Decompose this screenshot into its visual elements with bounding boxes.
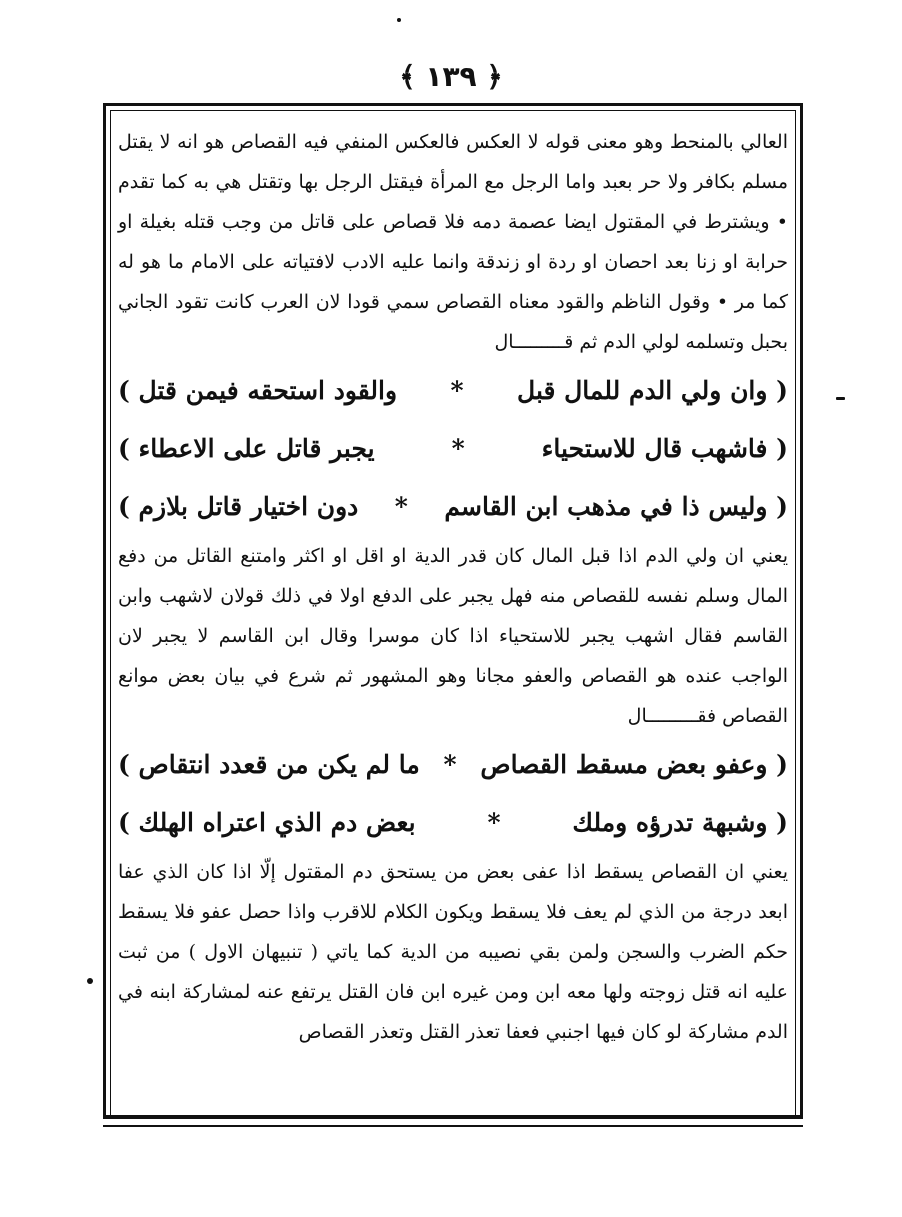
verse-2-separator: * xyxy=(451,434,465,463)
verse-2-second-hemistich: يجبر قاتل على الاعطاء ) xyxy=(118,434,375,463)
margin-dash-mark xyxy=(836,397,845,400)
verse-5-first-hemistich: ( وشبهة تدرؤه وملك xyxy=(572,808,788,837)
verse-line-1 xyxy=(118,362,788,420)
verse-1-second-hemistich: والقود استحقه فيمن قتل ) xyxy=(118,376,398,405)
ink-speck-mark xyxy=(397,18,401,22)
commentary-paragraph-1: العالي بالمنحط وهو معنى قوله لا العكس فالعكس المنفي فيه القصاص هو انه لا يقتل مسلم بكافر ولا حر بعبد واما الرجل مع المرأة فيقتل الرجل بها وتقتل هي به كما تقدم • ويشترط في المقتول ايضا عصمة دمه فلا قصاص على قاتل من وجب قتله بغيلة او حرابة او زنا بعد احصان او ردة او زندقة وانما عليه الادب لافتياته على الامام ما هو له كما مر • وقول الناظم والقود معناه القصاص سمي قودا لان العرب كانت تقود الجاني بحبل وتسلمه لولي الدم ثم قـــــــــال xyxy=(118,131,788,353)
margin-dot-mark xyxy=(87,978,93,984)
page-number: ﴿ ١٣٩ ﴾ xyxy=(399,60,503,93)
verse-4-second-hemistich: ما لم يكن من قعدد انتقاص ) xyxy=(118,750,420,779)
commentary-paragraph-2: يعني ان ولي الدم اذا قبل المال كان قدر الدية او اقل او اكثر وامتنع القاتل من دفع المال وسلم نفسه للقصاص منه فهل يجبر على الدفع اولا في ذلك قولان لاشهب وابن القاسم فقال اشهب يجبر للاستحياء اذا كان موسرا وقال ابن القاسم لا يجبر لان الواجب عنده هو القصاص والعفو مجانا وهو المشهور ثم شرع في بيان بعض موانع القصاص فقـــــــــال xyxy=(118,545,788,727)
verse-line-5 xyxy=(118,794,788,852)
verse-3-second-hemistich: دون اختيار قاتل بلازم ) xyxy=(118,492,359,521)
verse-line-2 xyxy=(118,420,788,478)
verse-4-separator: * xyxy=(443,750,457,779)
verse-5-separator: * xyxy=(487,808,501,837)
verse-2-first-hemistich: ( فاشهب قال للاستحياء xyxy=(541,434,788,463)
verse-1-separator: * xyxy=(450,376,464,405)
verse-5-second-hemistich: بعض دم الذي اعتراه الهلك ) xyxy=(118,808,416,837)
commentary-paragraph-3: يعني ان القصاص يسقط اذا عفى بعض من يستحق دم المقتول إلّا اذا كان الذي عفا ابعد درجة من الذي لم يعف فلا يسقط ويكون الكلام للاقرب واذا حصل عفو فلا يسقط حكم الضرب والسجن ولمن بقي نصيبه من الدية كما ياتي ( تنبيهان الاول ) من ثبت عليه انه قتل زوجته ولها معه ابن ومن غيره ابن فان القتل يرتفع عنه لمشاركة ابنه في الدم مشاركة لو كان فيها اجنبي فعفا تعذر القتل وتعذر القصاص xyxy=(118,861,788,1043)
verse-3-separator: * xyxy=(394,492,408,521)
verse-line-3 xyxy=(118,478,788,536)
verse-1-first-hemistich: ( وان ولي الدم للمال قبل xyxy=(517,376,788,405)
page-body xyxy=(118,122,788,1052)
bottom-rule xyxy=(103,1115,803,1127)
verse-line-4 xyxy=(118,736,788,794)
verse-4-first-hemistich: ( وعفو بعض مسقط القصاص xyxy=(480,750,788,779)
verse-3-first-hemistich: ( وليس ذا في مذهب ابن القاسم xyxy=(444,492,788,521)
